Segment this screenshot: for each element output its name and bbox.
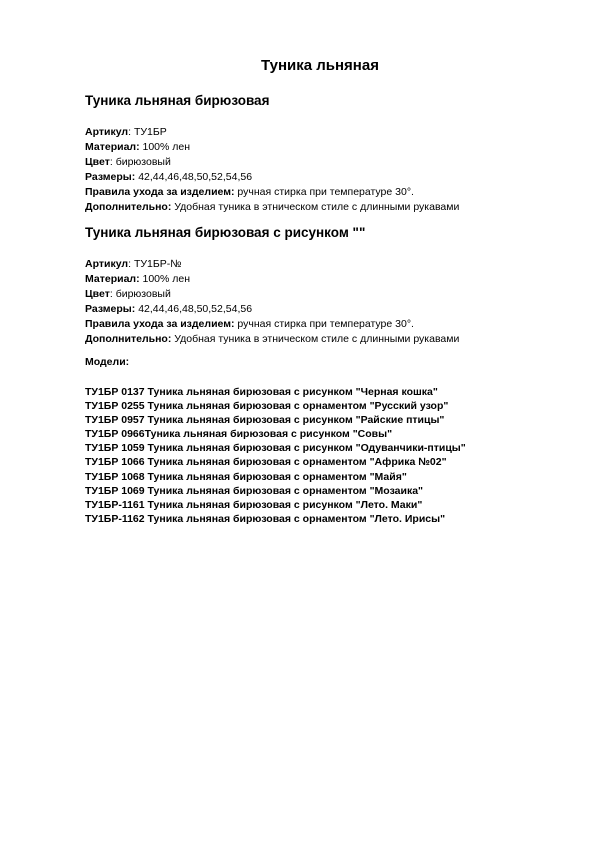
property-label: Дополнительно: [85,201,172,213]
model-item: ТУ1БР 1069 Туника льняная бирюзовая с орнаментом "Мозаика" [85,484,424,497]
property-label: Правила ухода за изделием: [85,318,235,330]
property-value: 100% лен [142,273,191,285]
model-item: ТУ1БР 0137 Туника льняная бирюзовая с рисунком "Черная кошка" [85,386,438,398]
property-row: Артикул: ТУ1БР [85,126,167,138]
document-title: Туника льняная [261,57,379,74]
property-value: Удобная туника в этническом стиле с длинными рукавами [174,333,460,345]
section-heading: Туника льняная бирюзовая с рисунком "" [85,225,366,240]
model-item: ТУ1БР 1059 Туника льняная бирюзовая с рисунком "Одуванчики-птицы" [85,442,466,455]
property-value: 42,44,46,48,50,52,54,56 [138,171,253,183]
property-row [85,332,459,347]
models-list [85,385,466,526]
property-value: бирюзовый [115,156,171,168]
property-label: Размеры: [85,303,136,315]
property-row [85,302,459,317]
property-label: Цвет [85,156,110,168]
property-value: ТУ1БР-№ [133,258,182,270]
property-row [85,317,459,332]
property-row: Цвет: бирюзовый [85,156,171,168]
property-label: Материал: [85,141,140,153]
model-item: ТУ1БР-1162 Туника льняная бирюзовая с орнаментом "Лето. Ирисы" [85,512,446,525]
model-item: ТУ1БР 0966Туника льняная бирюзовая с рисунком "Совы" [85,428,393,441]
model-item: ТУ1БР 0255 Туника льняная бирюзовая с орнаментом "Русский узор" [85,400,449,413]
section-heading: Туника льняная бирюзовая [85,93,270,108]
property-label: Артикул [85,126,129,138]
property-row [85,272,459,287]
property-value: бирюзовый [115,288,171,300]
property-row: Артикул: ТУ1БР-№ [85,258,182,270]
property-label: Дополнительно: [85,333,172,345]
property-label: Размеры: [85,171,136,183]
product-properties [85,125,459,215]
property-label: Материал: [85,273,140,285]
property-value: 100% лен [142,141,191,153]
property-row [85,170,459,185]
models-label: Модели: [85,356,130,368]
property-label: Правила ухода за изделием: [85,186,235,198]
property-label: Цвет [85,288,110,300]
model-item: ТУ1БР 1068 Туника льняная бирюзовая с орнаментом "Майя" [85,470,407,483]
property-label: Артикул [85,258,129,270]
property-value: ТУ1БР [133,126,167,138]
property-value: ручная стирка при температуре 30°. [237,318,414,330]
property-value: Удобная туника в этническом стиле с длинными рукавами [174,201,460,213]
model-item: ТУ1БР-1161 Туника льняная бирюзовая с рисунком "Лето. Маки" [85,498,423,511]
product-properties [85,257,459,347]
model-item: ТУ1БР 1066 Туника льняная бирюзовая с орнаментом "Африка №02" [85,456,447,469]
property-row [85,185,459,200]
property-value: ручная стирка при температуре 30°. [237,186,414,198]
property-row: Цвет: бирюзовый [85,288,171,300]
property-row [85,140,459,155]
model-item: ТУ1БР 0957 Туника льняная бирюзовая с рисунком "Райские птицы" [85,414,445,427]
property-row [85,200,459,215]
property-value: 42,44,46,48,50,52,54,56 [138,303,253,315]
